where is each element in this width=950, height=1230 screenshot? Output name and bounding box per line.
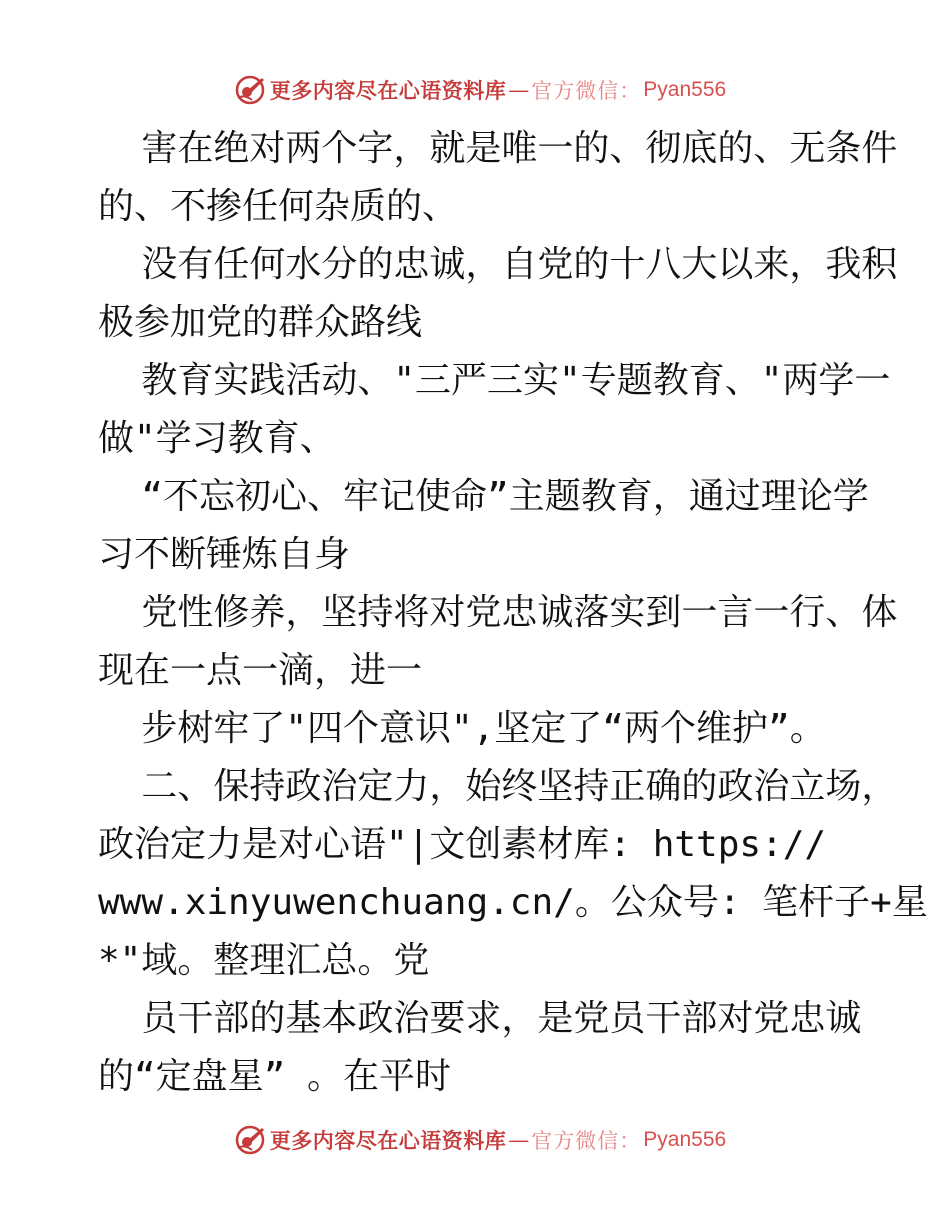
- text-line: 的、不掺任何杂质的、: [98, 186, 459, 227]
- text-line: 的“定盘星” 。在平时: [98, 1056, 452, 1097]
- text-line: 教育实践活动、"三严三实"专题教育、"两学一: [98, 360, 891, 401]
- text-line: 步树牢了"四个意识",坚定了“两个维护”。: [98, 708, 826, 749]
- header-banner: [0, 70, 950, 110]
- header-separator: —: [508, 78, 530, 102]
- footer-separator: —: [508, 1128, 530, 1152]
- text-line: 员干部的基本政治要求，是党员干部对党忠诚: [98, 998, 862, 1039]
- text-line: 政治定力是对心语"|文创素材库: https://: [98, 824, 827, 865]
- text-line: 害在绝对两个字，就是唯一的、彻底的、无条件: [98, 128, 898, 169]
- text-line: 做"学习教育、: [98, 418, 336, 459]
- text-line: 习不断锤炼自身: [98, 534, 351, 575]
- footer-banner: [0, 1120, 950, 1160]
- text-line: 二、保持政治定力，始终坚持正确的政治立场，: [98, 766, 898, 807]
- footer-main-text: 更多内容尽在心语资料库: [269, 1128, 507, 1153]
- header-main-text: 更多内容尽在心语资料库: [269, 78, 507, 103]
- red-seal-logo-icon: [234, 74, 266, 106]
- text-line: www.xinyuwenchuang.cn/。公众号: 笔杆子+星: [98, 882, 928, 923]
- text-line: 极参加党的群众路线: [98, 302, 423, 343]
- text-line: 党性修养，坚持将对党忠诚落实到一言一行、体: [98, 592, 898, 633]
- red-seal-logo-icon: [234, 1124, 266, 1156]
- document-body: [98, 120, 928, 1106]
- text-line: “不忘初心、牢记使命”主题教育，通过理论学: [98, 476, 869, 517]
- text-line: 没有任何水分的忠诚，自党的十八大以来，我积: [98, 244, 898, 285]
- text-line: *"域。整理汇总。党: [98, 940, 430, 981]
- header-sub-text: 官方微信：: [531, 79, 642, 103]
- footer-sub-text: 官方微信：: [531, 1129, 642, 1153]
- header-account: Pyan556: [643, 78, 727, 101]
- footer-account: Pyan556: [643, 1128, 727, 1151]
- text-line: 现在一点一滴，进一: [98, 650, 423, 691]
